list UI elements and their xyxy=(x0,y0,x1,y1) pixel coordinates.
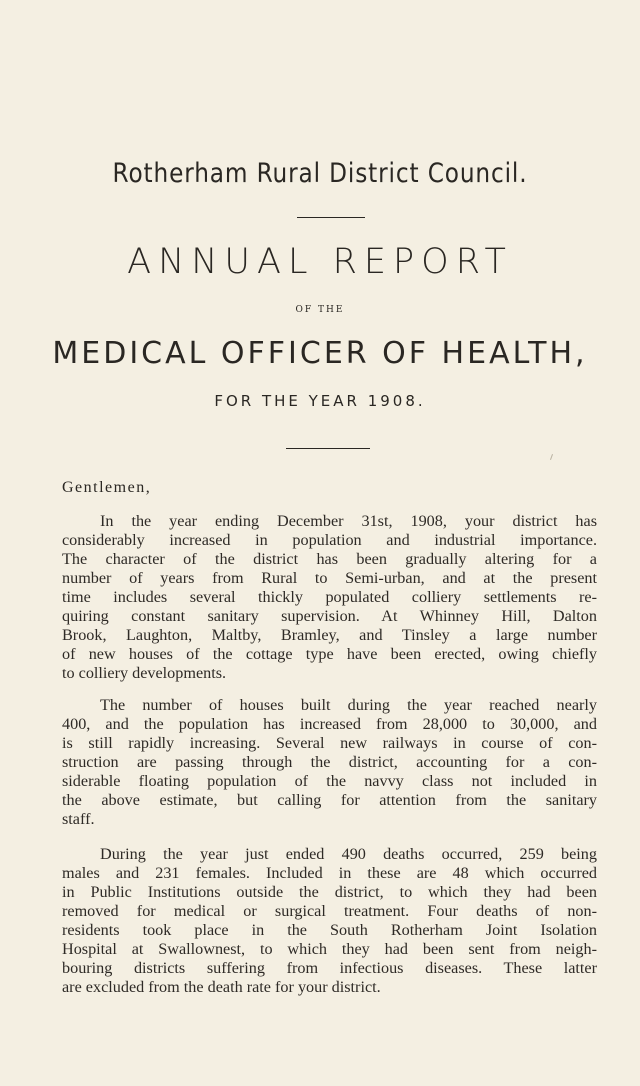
paragraph-line: is still rapidly increasing. Several new railways in course of con- xyxy=(62,734,597,752)
paragraph-line: During the year just ended 490 deaths occurred, 259 being xyxy=(100,845,597,863)
paragraph-line: Hospital at Swallownest, to which they had been sent from neigh- xyxy=(62,940,597,958)
salutation: Gentlemen, xyxy=(62,479,152,496)
divider-rule-bottom xyxy=(286,448,370,449)
paragraph-line: residents took place in the South Rotherham Joint Isolation xyxy=(62,921,597,939)
paragraph-line: time includes several thickly populated colliery settlements re- xyxy=(62,588,597,606)
paragraph-line: number of years from Rural to Semi-urban, and at the present xyxy=(62,569,597,587)
paragraph-line: staff. xyxy=(62,810,95,828)
paragraph-line: are excluded from the death rate for your district. xyxy=(62,978,381,996)
paragraph-1 xyxy=(62,512,597,683)
paragraph-line: Brook, Laughton, Maltby, Bramley, and Tinsley a large number xyxy=(62,626,597,644)
paragraph-line: the above estimate, but calling for attention from the sanitary xyxy=(62,791,597,809)
paragraph-line: removed for medical or surgical treatment. Four deaths of non- xyxy=(62,902,597,920)
paragraph-line: bouring districts suffering from infectious diseases. These latter xyxy=(62,959,597,977)
report-title: ANNUAL REPORT xyxy=(127,242,513,282)
paragraph-line: siderable floating population of the navvy class not included in xyxy=(62,772,597,790)
paragraph-2 xyxy=(62,696,597,829)
paragraph-line: In the year ending December 31st, 1908, your district has xyxy=(100,512,597,530)
paragraph-line: males and 231 females. Included in these are 48 which occurred xyxy=(62,864,597,882)
paragraph-line: 400, and the population has increased from 28,000 to 30,000, and xyxy=(62,715,597,733)
paragraph-3 xyxy=(62,845,597,997)
divider-rule-top xyxy=(297,217,365,218)
paragraph-line: in Public Institutions outside the district, to which they had been xyxy=(62,883,597,901)
council-heading: Rotherham Rural District Council. xyxy=(112,158,528,189)
paragraph-line: of new houses of the cottage type have been erected, owing chiefly xyxy=(62,645,597,663)
report-subtitle: MEDICAL OFFICER OF HEALTH, xyxy=(52,336,588,371)
paragraph-line: struction are passing through the district, accounting for a con- xyxy=(62,753,597,771)
paragraph-line: quiring constant sanitary supervision. At Whinney Hill, Dalton xyxy=(62,607,597,625)
of-the-label: OF THE xyxy=(295,305,345,315)
year-line: FOR THE YEAR 1908. xyxy=(214,392,426,410)
paragraph-line: The character of the district has been gradually altering for a xyxy=(62,550,597,568)
paragraph-line: considerably increased in population and industrial importance. xyxy=(62,531,597,549)
paragraph-line: The number of houses built during the year reached nearly xyxy=(100,696,597,714)
paragraph-line: to colliery developments. xyxy=(62,664,227,682)
paper-speck xyxy=(550,454,553,460)
